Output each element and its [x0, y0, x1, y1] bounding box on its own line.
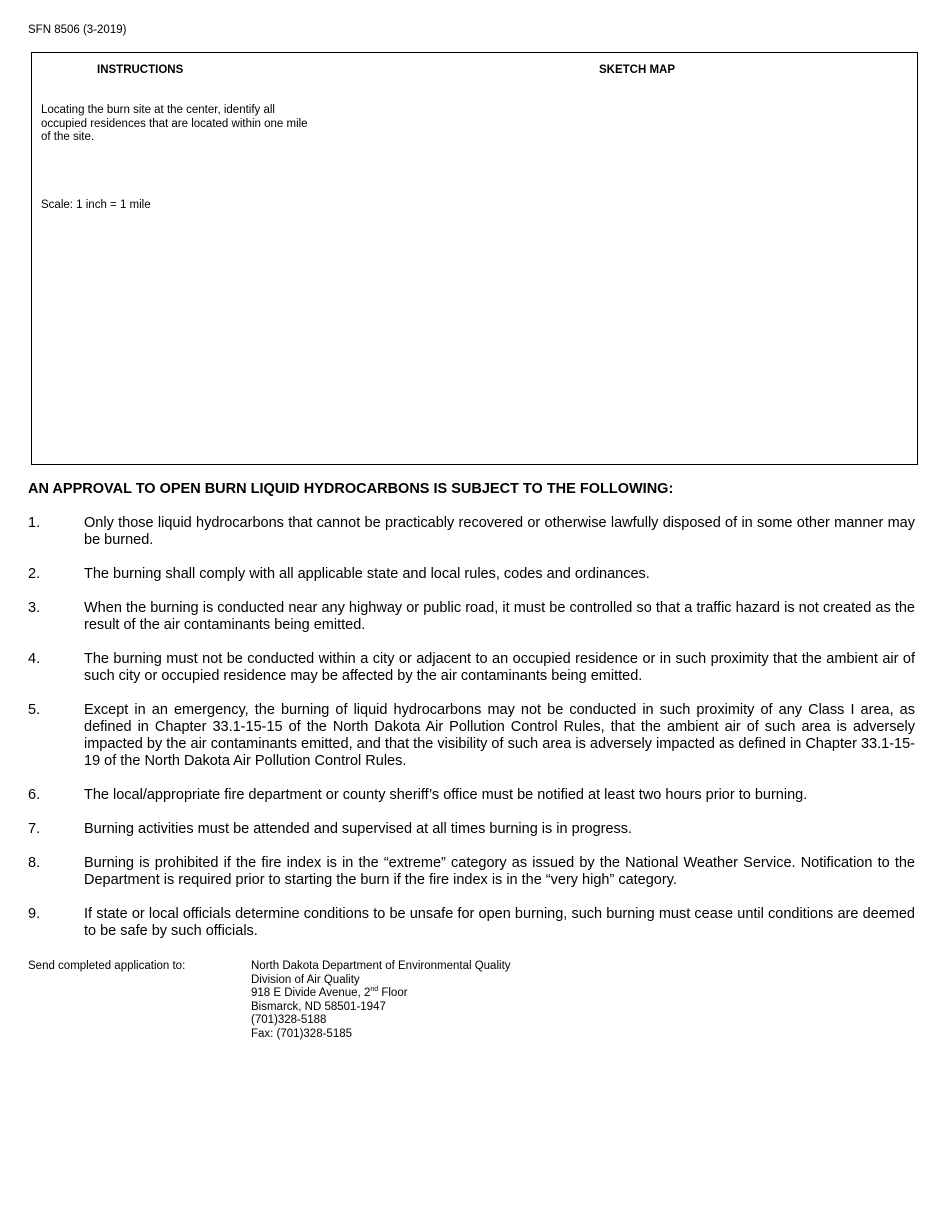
condition-text: Except in an emergency, the burning of liquid hydrocarbons may not be conducted in such proximity of any Class I area, as defined in Chapter 33.1-15-15 of the North Dakota Air Pollution Control Rules, that the ambient air of such area is adversely impacted by the air contaminants emitted, and that the visibility of such area is adversely impacted as defined in Chapter 33.1-15-19 of the North Dakota Air Pollution Control Rules. — [84, 702, 915, 769]
condition-number: 4. — [28, 651, 41, 667]
city-state-zip: Bismarck, ND 58501-1947 — [251, 1000, 386, 1013]
division-name: Division of Air Quality — [251, 973, 360, 986]
sketch-map-box — [31, 52, 918, 465]
condition-number: 8. — [28, 855, 41, 871]
condition-text: Burning activities must be attended and supervised at all times burning is in progress. — [84, 821, 633, 837]
condition-item — [28, 600, 915, 634]
condition-text: Burning is prohibited if the fire index is in the “extreme” category as issued by the National Weather Service. Notification to the Department is required prior to starting the burn if the fire index is in the “very high” category. — [84, 855, 915, 888]
conditions-list — [28, 515, 915, 957]
sketch-map-heading: SKETCH MAP — [599, 64, 676, 76]
condition-item — [28, 906, 915, 940]
fax-number: Fax: (701)328-5185 — [251, 1027, 353, 1040]
phone-number: (701)328-5188 — [251, 1014, 327, 1027]
instructions-text: Locating the burn site at the center, identify all occupied residences that are located within one mile of the site. — [41, 104, 308, 143]
conditions-heading: AN APPROVAL TO OPEN BURN LIQUID HYDROCARBONS IS SUBJECT TO THE FOLLOWING: — [28, 481, 674, 497]
form-number: SFN 8506 (3-2019) — [28, 24, 127, 36]
condition-number: 9. — [28, 906, 41, 922]
instructions-heading: INSTRUCTIONS — [97, 64, 184, 76]
condition-item — [28, 566, 915, 583]
condition-text: The burning must not be conducted within a city or adjacent to an occupied residence or in such proximity that the ambient air of such city or occupied residence may be affected by the air contaminants being emitted. — [84, 651, 915, 684]
send-to-label: Send completed application to: — [28, 960, 186, 972]
condition-item — [28, 651, 915, 685]
condition-text: The local/appropriate fire department or county sheriff’s office must be notified at least two hours prior to burning. — [84, 787, 808, 803]
street-address — [251, 987, 651, 1001]
condition-number: 7. — [28, 821, 41, 837]
condition-item — [28, 821, 915, 838]
condition-item — [28, 702, 915, 770]
condition-text: The burning shall comply with all applicable state and local rules, codes and ordinances. — [84, 566, 650, 582]
condition-item — [28, 855, 915, 889]
condition-number: 3. — [28, 600, 41, 616]
street-prefix: 918 E Divide Avenue, 2 — [251, 987, 371, 1000]
scale-text: Scale: 1 inch = 1 mile — [41, 199, 151, 211]
condition-number: 1. — [28, 515, 41, 531]
condition-item — [28, 787, 915, 804]
agency-name: North Dakota Department of Environmental Quality — [251, 960, 511, 972]
condition-text: Only those liquid hydrocarbons that cannot be practicably recovered or otherwise lawfully disposed of in some other manner may be burned. — [84, 515, 915, 548]
street-ordinal-suffix: nd — [370, 986, 379, 994]
mailing-address — [251, 960, 651, 1042]
condition-text: When the burning is conducted near any highway or public road, it must be controlled so that a traffic hazard is not created as the result of the air contaminants being emitted. — [84, 600, 915, 633]
condition-number: 5. — [28, 702, 41, 718]
street-suffix: Floor — [378, 987, 408, 1000]
condition-number: 6. — [28, 787, 41, 803]
condition-text: If state or local officials determine conditions to be unsafe for open burning, such burning must cease until conditions are deemed to be safe by such officials. — [84, 906, 915, 939]
condition-number: 2. — [28, 566, 41, 582]
condition-item — [28, 515, 915, 549]
